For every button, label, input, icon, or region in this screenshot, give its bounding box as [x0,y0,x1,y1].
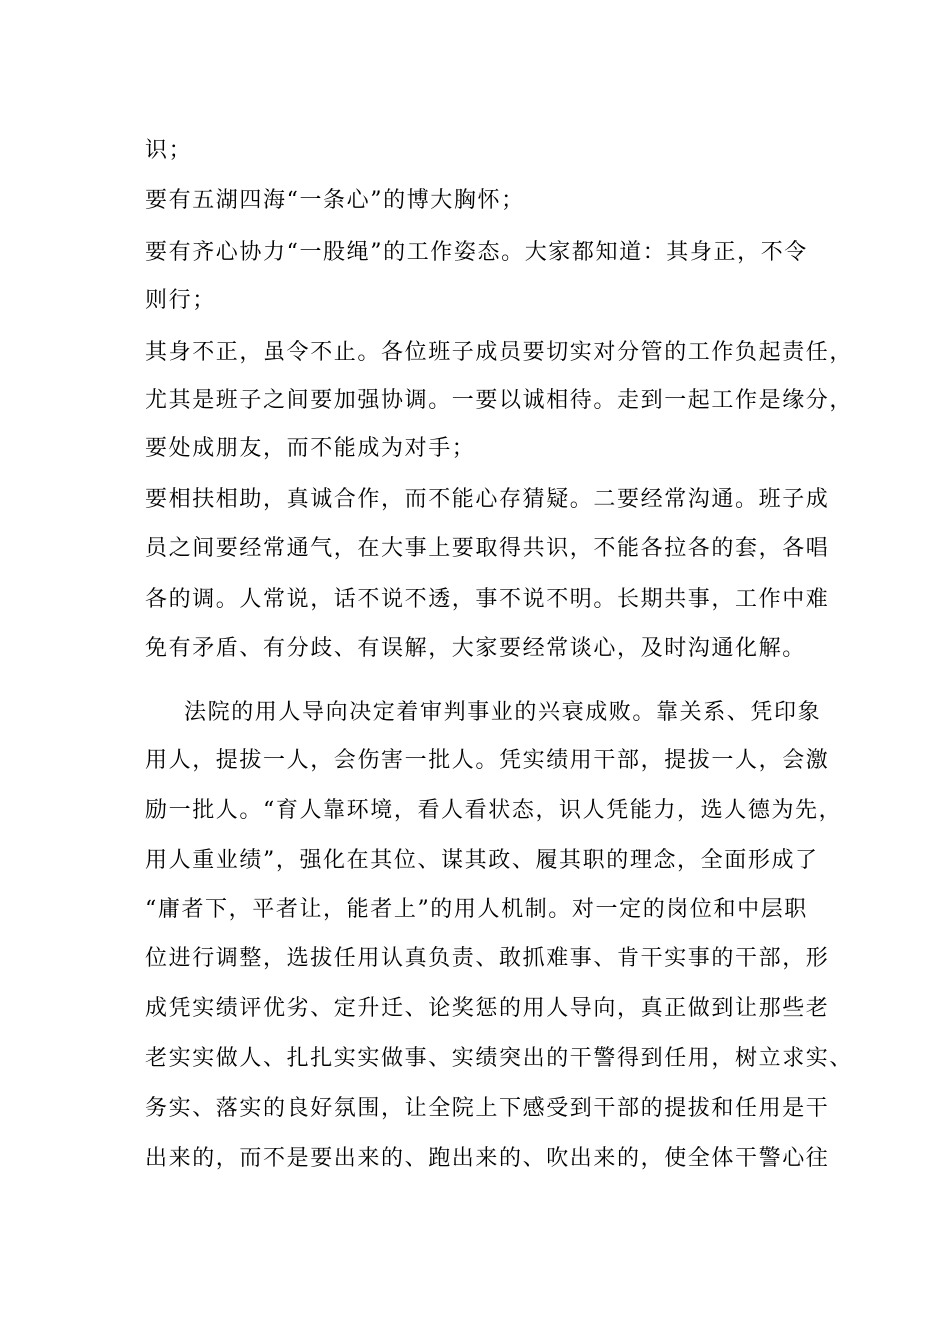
text-line: 尤其是班子之间要加强协调。一要以诚相待。走到一起工作是缘分， [145,388,854,413]
text-line: 要相扶相助，真诚合作，而不能心存猜疑。二要经常沟通。班子成 [145,487,830,512]
text-line: 要有齐心协力“一股绳”的工作姿态。大家都知道：其身正，不令 [145,240,808,265]
text-line: 要有五湖四海“一条心”的博大胸怀； [145,188,525,213]
text-line: “庸者下，平者让，能者上”的用人机制。对一定的岗位和中层职 [145,897,808,922]
text-line: 位进行调整，选拔任用认真负责、敢抓难事、肯干实事的干部，形 [145,946,830,971]
text-line: 识； [145,138,193,163]
text-line: 免有矛盾、有分歧、有误解，大家要经常谈心，及时沟通化解。 [145,636,806,661]
paragraph-first-line: 法院的用人导向决定着审判事业的兴衰成败。靠关系、凭印象 [184,700,822,725]
text-line: 员之间要经常通气，在大事上要取得共识，不能各拉各的套，各唱 [145,536,830,561]
text-line: 用人重业绩”，强化在其位、谋其政、履其职的理念，全面形成了 [145,848,819,873]
text-line: 成凭实绩评优劣、定升迁、论奖惩的用人导向，真正做到让那些老 [145,996,830,1021]
text-line: 用人，提拔一人，会伤害一批人。凭实绩用干部，提拔一人，会激 [145,748,830,773]
text-line: 出来的，而不是要出来的、跑出来的、吹出来的，使全体干警心往 [145,1146,830,1171]
text-line: 励一批人。“育人靠环境，看人看状态，识人凭能力，选人德为先， [145,798,843,823]
text-line: 则行； [145,288,216,313]
text-line: 要处成朋友，而不能成为对手； [145,436,476,461]
text-line: 老实实做人、扎扎实实做事、实绩突出的干警得到任用，树立求实、 [145,1046,854,1071]
text-line: 其身不正，虽令不止。各位班子成员要切实对分管的工作负起责任， [145,340,854,365]
text-line: 各的调。人常说，话不说不透，事不说不明。长期共事，工作中难 [145,587,830,612]
text-line: 务实、落实的良好氛围，让全院上下感受到干部的提拔和任用是干 [145,1096,830,1121]
